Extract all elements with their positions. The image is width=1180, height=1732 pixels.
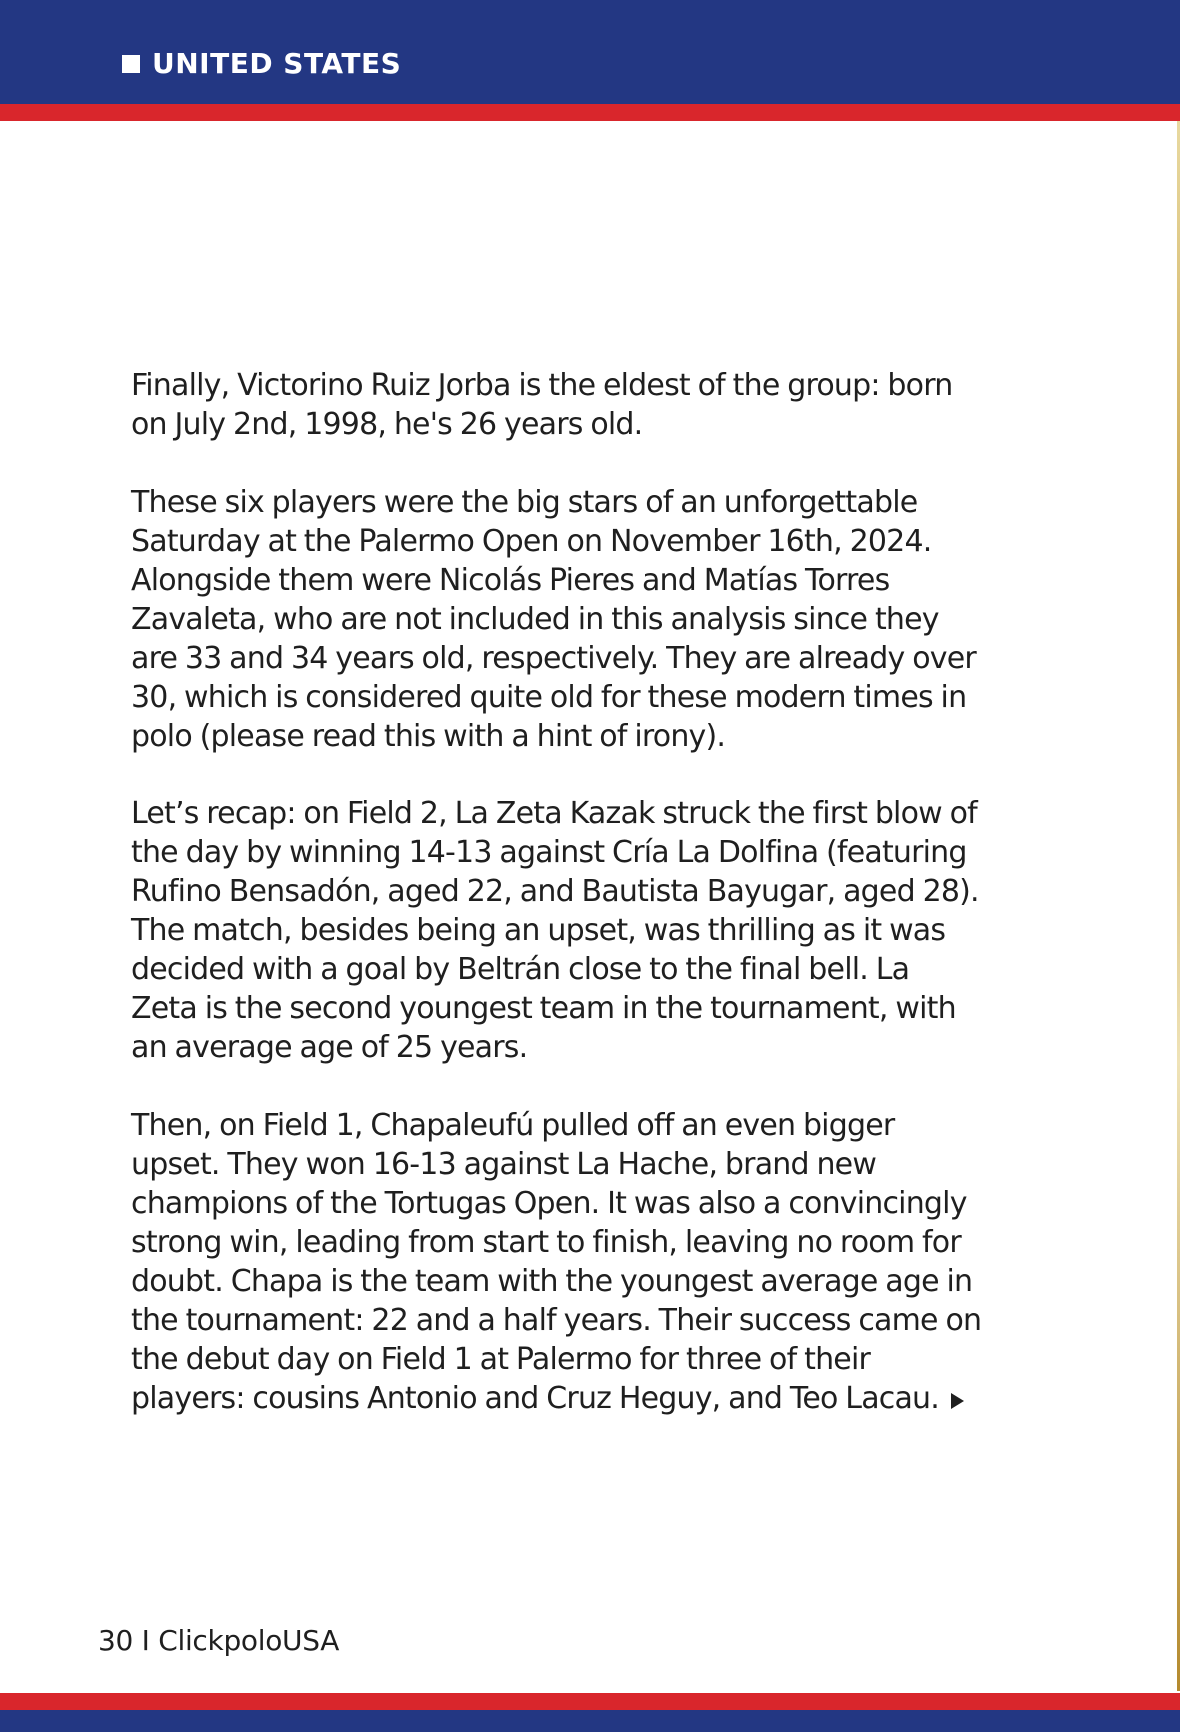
text-line: Let’s recap: on Field 2, La Zeta Kazak struck the first blow of	[131, 796, 977, 831]
text-line: an average age of 25 years.	[131, 1030, 528, 1065]
paragraph	[131, 1106, 1081, 1418]
text-line: players: cousins Antonio and Cruz Heguy, and Teo Lacau.	[131, 1380, 940, 1416]
text-line: Rufino Bensadón, aged 22, and Bautista Bayugar, aged 28).	[131, 874, 979, 909]
paragraph	[131, 366, 1081, 444]
article-body	[131, 366, 1081, 1456]
footer-separator: I	[141, 1624, 150, 1657]
page-number: 30	[98, 1624, 134, 1657]
text-line: doubt. Chapa is the team with the youngest average age in	[131, 1263, 973, 1299]
text-line: are 33 and 34 years old, respectively. They are already over	[131, 640, 976, 676]
text-line: champions of the Tortugas Open. It was also a convincingly	[131, 1185, 967, 1221]
text-line: the debut day on Field 1 at Palermo for three of their	[131, 1341, 871, 1377]
text-line: Then, on Field 1, Chapaleufú pulled off an even bigger	[131, 1107, 895, 1143]
paragraph	[131, 483, 1081, 756]
section-title: UNITED STATES	[152, 47, 402, 80]
play-arrow-icon	[951, 1393, 964, 1409]
text-line: Finally, Victorino Ruiz Jorba is the eldest of the group: born	[131, 368, 953, 403]
footer-bar	[0, 1710, 1180, 1732]
square-icon	[122, 55, 140, 73]
text-line: The match, besides being an upset, was thrilling as it was	[131, 913, 946, 948]
text-line: These six players were the big stars of an unforgettable	[131, 484, 918, 520]
text-line: strong win, leading from start to finish, leaving no room for	[131, 1224, 961, 1260]
text-line: Zeta is the second youngest team in the tournament, with	[131, 991, 956, 1026]
text-line: decided with a goal by Beltrán close to the final bell. La	[131, 952, 910, 987]
text-line: upset. They won 16-13 against La Hache, brand new	[131, 1146, 877, 1182]
publication-name: ClickpoloUSA	[158, 1624, 340, 1657]
text-line: polo (please read this with a hint of irony).	[131, 718, 726, 754]
footer-stripe	[0, 1693, 1180, 1710]
section-label	[122, 47, 401, 81]
page-footer	[98, 1623, 339, 1659]
text-line: the tournament: 22 and a half years. Their success came on	[131, 1302, 982, 1338]
text-line: Alongside them were Nicolás Pieres and Matías Torres	[131, 562, 890, 598]
text-line: the day by winning 14-13 against Cría La Dolfina (featuring	[131, 835, 967, 870]
paragraph	[131, 794, 1081, 1067]
text-line: 30, which is considered quite old for these modern times in	[131, 679, 967, 715]
text-line: Saturday at the Palermo Open on November 16th, 2024.	[131, 523, 932, 559]
text-line: Zavaleta, who are not included in this analysis since they	[131, 601, 939, 637]
text-line: on July 2nd, 1998, he's 26 years old.	[131, 407, 643, 442]
header-stripe	[0, 104, 1180, 121]
